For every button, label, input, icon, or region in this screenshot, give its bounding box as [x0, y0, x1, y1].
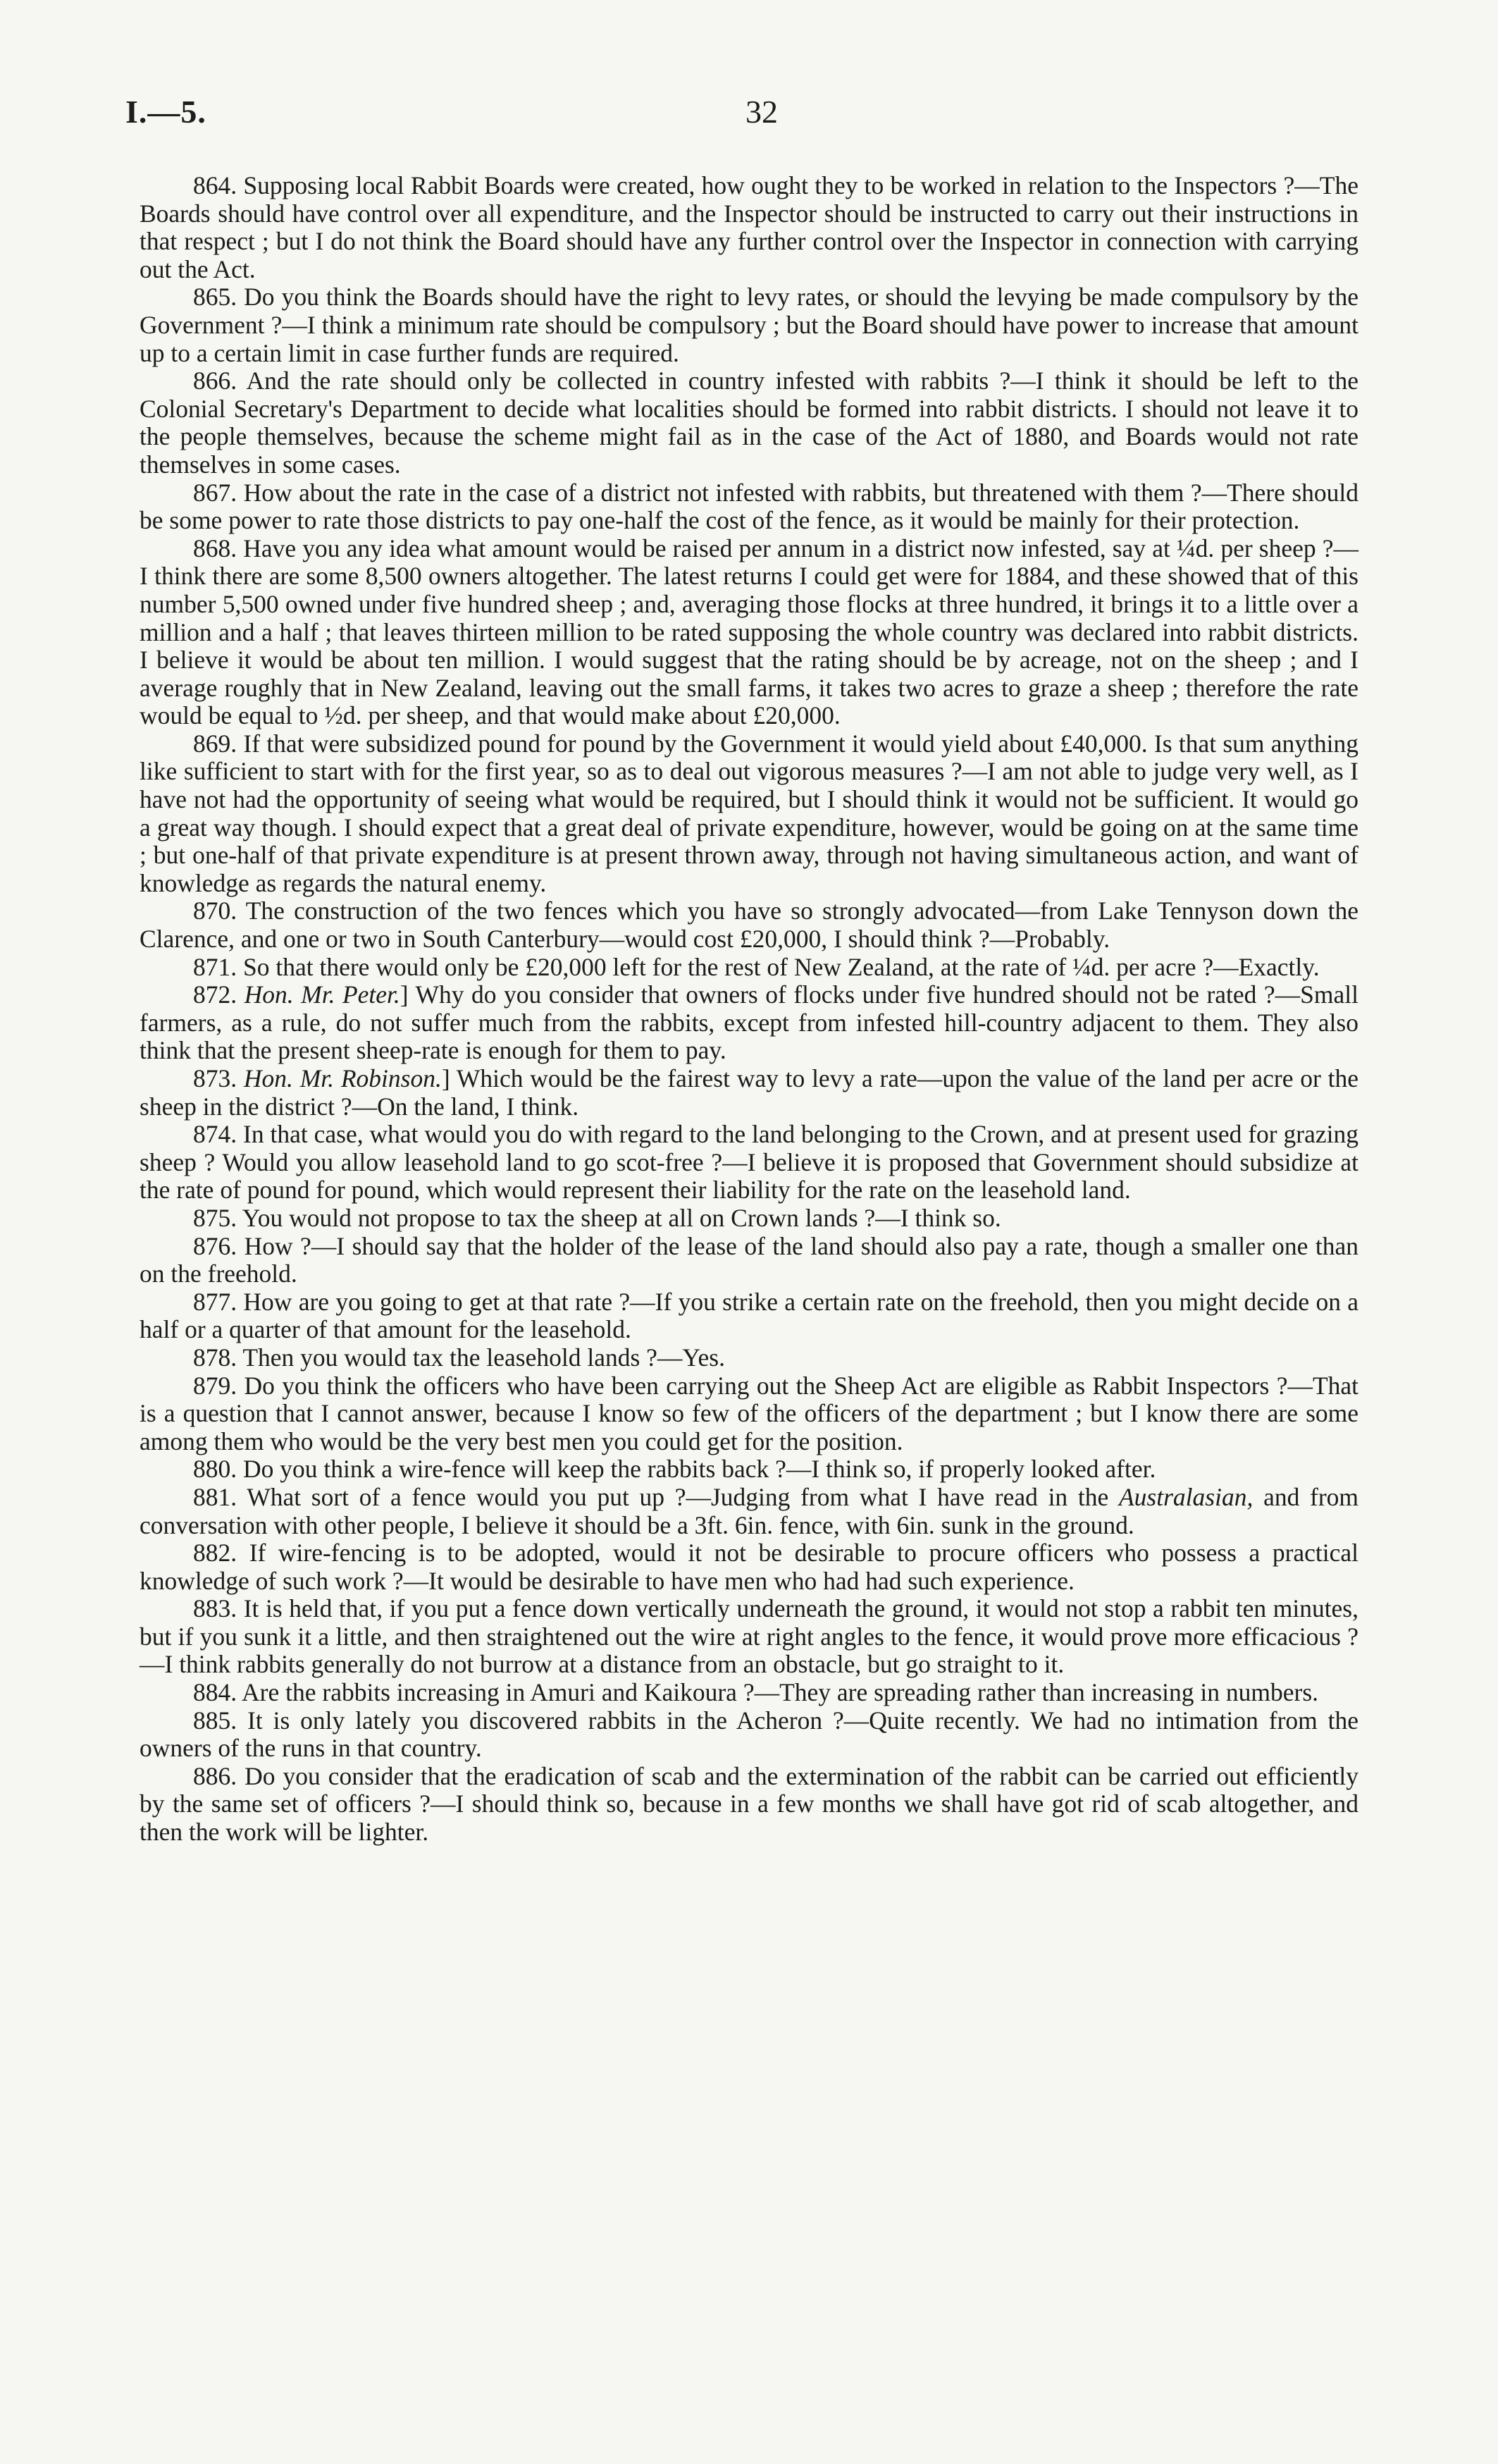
publication-title: Australasian,	[1118, 1482, 1254, 1511]
question-881: 881. What sort of a fence would you put up ?—Judging from what I have read in the Australasian, and from conversation with other people, I believe it should be a 3ft. 6in. fence, with 6in. sunk in the ground.	[140, 1482, 1359, 1539]
question-886: 886. Do you consider that the eradication of scab and the extermination of the rabbit can be carried out efficiently by the same set of officers ?—I should think so, because in a few months we shall have got rid of scab altogether, and then the work will be lighter.	[140, 1761, 1358, 1847]
question-883: 883. It is held that, if you put a fence down vertically underneath the ground, it would not stop a rabbit ten minutes, but if you sunk it a little, and then straightened out the wire at right angles to the fence, it would prove more efficacious ?—I think rabbits generally do not burrow at a distance from an obstacle, but go straight to it.	[140, 1594, 1359, 1679]
question-876: 876. How ?—I should say that the holder of the lease of the land should also pay a rate, though a smaller one than on the freehold.	[140, 1231, 1359, 1288]
question-874: 874. In that case, what would you do with regard to the land belonging to the Crown, and at present used for grazing sheep ? Would you allow leasehold land to go scot-free ?—I believe it is proposed that Government should subsidize at the rate of pound for pound, which would represent their liability for the rate on the leasehold land.	[140, 1120, 1358, 1205]
question-879: 879. Do you think the officers who have been carrying out the Sheep Act are eligible as Rabbit Inspectors ?—That is a question that I cannot answer, because I know so few of the officers of the department ; but I know there are some among them who would be the very best men you could get for the position.	[140, 1371, 1359, 1455]
question-864: 864. Supposing local Rabbit Boards were created, how ought they to be worked in relation to the Inspectors ?—The Boards should have control over all expenditure, and the Inspector should be instructed to carry out their instructions in that respect ; but I do not think the Board should have any further control over the Inspector in connection with carrying out the Act.	[140, 171, 1358, 283]
question-875: 875. You would not propose to tax the sheep at all on Crown lands ?—I think so.	[193, 1203, 1001, 1232]
question-872: 872. Hon. Mr. Peter.] Why do you consider that owners of flocks under five hundred should not be rated ?—Small farmers, as a rule, do not suffer much from the rabbits, except from infested hill-country adjacent to them. They also think that the present sheep-rate is enough for them to pay.	[140, 980, 1358, 1065]
testimony-body	[140, 172, 1358, 1847]
page-number: 32	[745, 94, 778, 130]
speaker-name: Hon. Mr. Robinson.	[243, 1064, 442, 1092]
question-867: 867. How about the rate in the case of a district not infested with rabbits, but threatened with them ?—There should be some power to rate those districts to pay one-half the cost of the fence, as it would be mainly for their protection.	[140, 478, 1359, 535]
question-882: 882. If wire-fencing is to be adopted, would it not be desirable to procure officers who possess a practical knowledge of such work ?—It would be desirable to have men who had had such experience.	[140, 1539, 1359, 1595]
question-880: 880. Do you think a wire-fence will keep the rabbits back ?—I think so, if properly looked after.	[193, 1455, 1156, 1484]
question-884: 884. Are the rabbits increasing in Amuri and Kaikoura ?—They are spreading rather than increasing in numbers.	[193, 1678, 1319, 1707]
page-header	[125, 93, 1373, 135]
question-878: 878. Then you would tax the leasehold lands ?—Yes.	[193, 1343, 725, 1372]
question-871: 871. So that there would only be £20,000 left for the rest of New Zealand, at the rate of ¼d. per acre ?—Exactly.	[193, 952, 1320, 981]
question-870: 870. The construction of the two fences which you have so strongly advocated—from Lake Tennyson down the Clarence, and one or two in South Canterbury—would cost £20,000, I should think ?—Probably.	[140, 897, 1359, 954]
series-reference: I.—5.	[125, 94, 206, 130]
question-869: 869. If that were subsidized pound for pound by the Government it would yield about £40,000. Is that sum anything like sufficient to start with for the first year, so as to deal out vigorous measures ?—I am not able to judge very well, as I have not had the opportunity of seeing what would be required, but I should think it would not be sufficient. It would go a great way though. I should expect that a great deal of private expenditure, however, would be going on at the same time ; but one-half of that private expenditure is at present thrown away, through not having simultaneous action, and want of knowledge as regards the natural enemy.	[140, 729, 1359, 897]
question-866: 866. And the rate should only be collected in country infested with rabbits ?—I think it should be left to the Colonial Secretary's Department to decide what localities should be formed into rabbit districts. I should not leave it to the people themselves, because the scheme might fail as in the case of the Act of 1880, and Boards would not rate themselves in some cases.	[140, 366, 1358, 479]
question-865: 865. Do you think the Boards should have the right to levy rates, or should the levying be made compulsory by the Government ?—I think a minimum rate should be compulsory ; but the Board should have power to increase that amount up to a certain limit in case further funds are required.	[140, 283, 1358, 367]
speaker-name: Hon. Mr. Peter.	[244, 980, 400, 1009]
question-877: 877. How are you going to get at that rate ?—If you strike a certain rate on the freehold, then you might decide on a half or a quarter of that amount for the leasehold.	[140, 1287, 1358, 1344]
question-873: 873. Hon. Mr. Robinson.] Which would be the fairest way to levy a rate—upon the value of the land per acre or the sheep in the district ?—On the land, I think.	[140, 1064, 1359, 1121]
question-868: 868. Have you any idea what amount would be raised per annum in a district now infested, say at ¼d. per sheep ?—I think there are some 8,500 owners altogether. The latest returns I could get were for 1884, and these showed that of this number 5,500 owned under five hundred sheep ; and, averaging those flocks at three hundred, it brings it to a little over a million and a half ; that leaves thirteen million to be rated supposing the whole country was declared into rabbit districts. I believe it would be about ten million. I would suggest that the rating should be by acreage, not on the sheep ; and I average roughly that in New Zealand, leaving out the small farms, it takes two acres to graze a sheep ; therefore the rate would be equal to ½d. per sheep, and that would make about £20,000.	[140, 534, 1359, 730]
question-885: 885. It is only lately you discovered rabbits in the Acheron ?—Quite recently. We had no intimation from the owners of the runs in that country.	[140, 1706, 1359, 1763]
